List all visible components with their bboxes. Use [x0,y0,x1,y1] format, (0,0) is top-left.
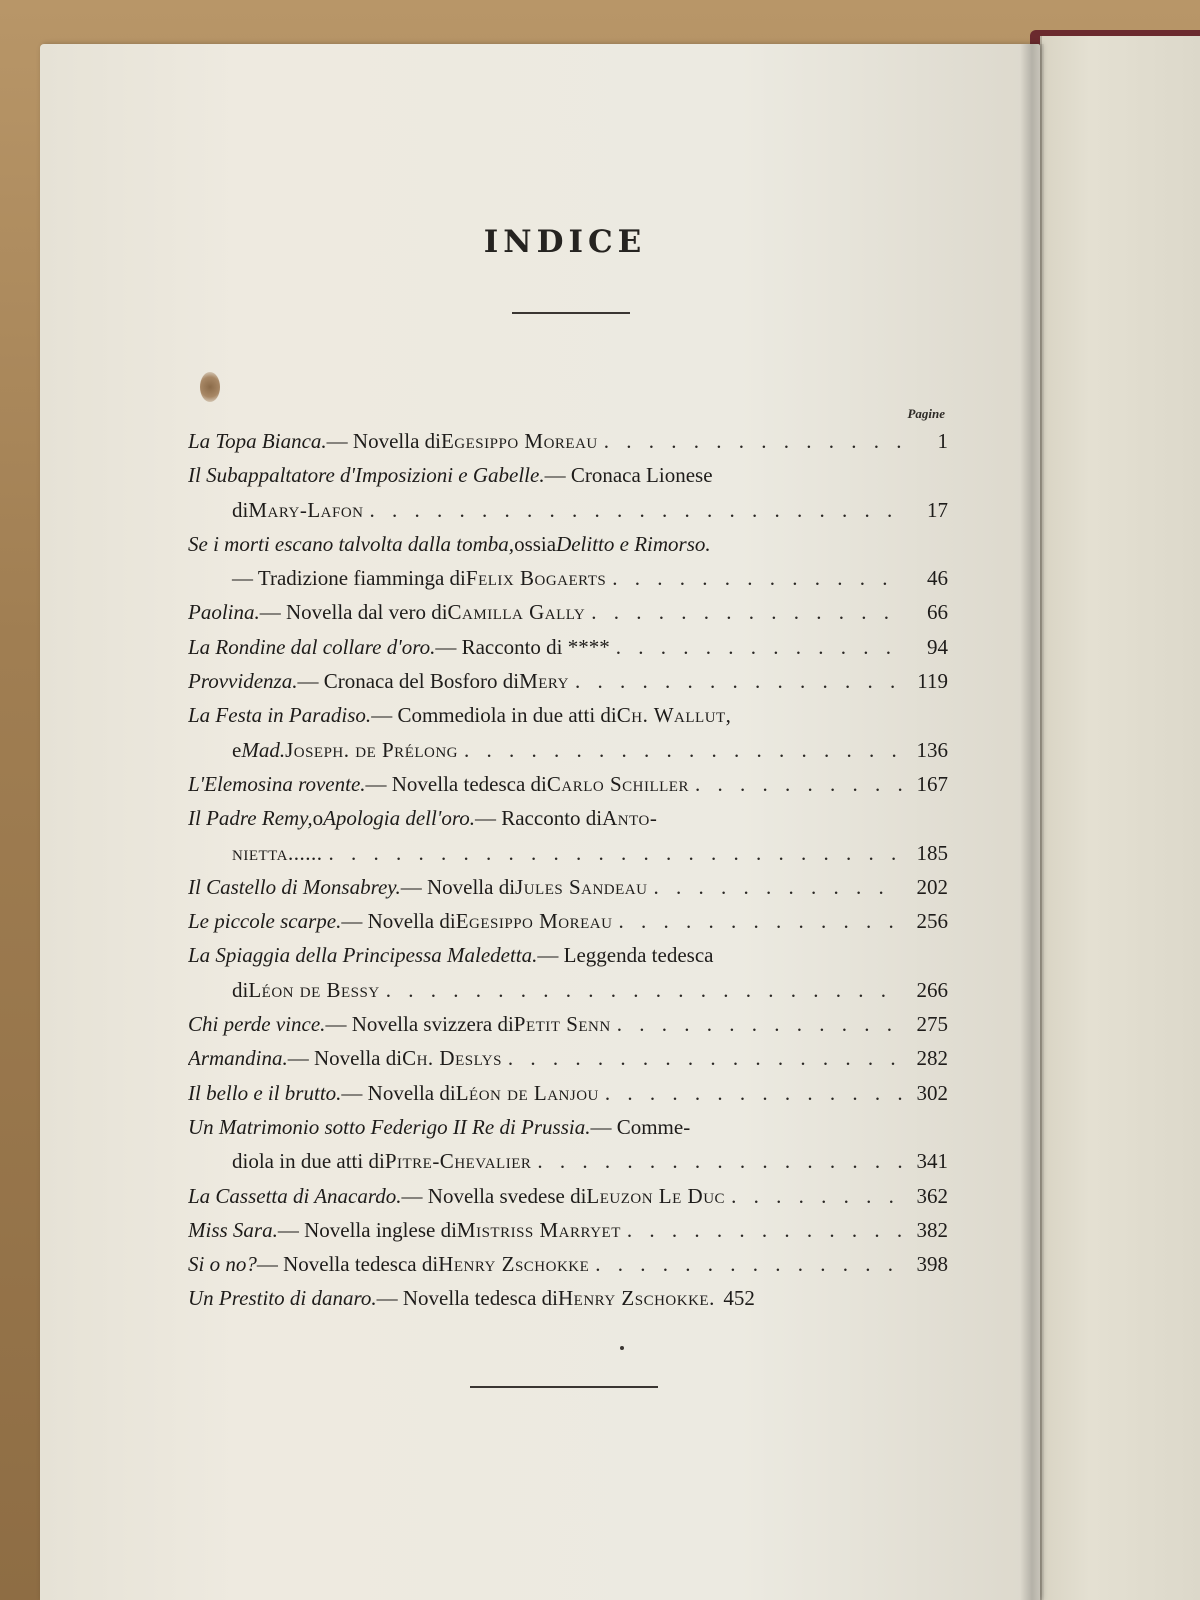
work-title: Chi perde vince. [188,1012,326,1037]
page-number: 452 [723,1286,755,1311]
toc-entry-continuation [188,1144,948,1178]
page-number: 382 [916,1217,948,1242]
facing-page [1040,36,1200,1600]
work-description: — Novella inglese di [277,1217,457,1242]
table-of-contents [188,424,948,1316]
work-description: — Racconto di [474,806,603,831]
dot-leader [605,1076,902,1110]
work-title: La Topa Bianca. [188,429,327,453]
toc-entry-continuation [188,561,948,595]
work-title: Si o no? [188,1252,257,1277]
work-title: Il Subappaltatore d'Imposizioni e Gabelle. [188,463,545,488]
work-description: — Leggenda tedesca [537,943,714,968]
title-connector: ossia [514,531,557,556]
dot-leader [370,493,902,527]
toc-entry [188,870,948,904]
work-description: — Novella tedesca di [376,1286,558,1311]
page-number: 185 [916,840,948,865]
work-title: Un Matrimonio sotto Federigo II Re di Prussia. [188,1114,591,1139]
toc-entry-continuation [188,973,948,1007]
work-title: Provvidenza. [188,669,298,694]
pages-column-header: Pagine [907,406,945,421]
dot-leader [653,870,902,904]
toc-entry [188,767,948,801]
page-number: 256 [916,909,948,934]
work-description: — Novella di [341,1080,456,1105]
work-title: L'Elemosina rovente. [188,771,366,796]
work-description: — Cronaca del Bosforo di [297,669,520,694]
page-number: 266 [916,977,948,1002]
page-number: 362 [916,1183,948,1208]
work-title: Miss Sara. [188,1217,278,1242]
dot-leader [537,1144,902,1178]
work-description: — Novella di [326,429,441,453]
work-description: — Novella tedesca di [256,1252,439,1277]
author-title: Mad. [241,737,286,762]
work-title: Se i morti escano talvolta dalla tomba, [188,531,515,556]
dot-leader [508,1041,902,1075]
page-number: 136 [916,737,948,762]
dot-leader [386,973,902,1007]
toc-entry [188,1281,948,1315]
page-number: 275 [916,1012,948,1037]
author-name: Felix Bogaerts [465,566,607,591]
continuation-prefix: di [232,977,249,1002]
dot-leader [591,595,902,629]
author-name: Jules Sandeau [515,874,648,899]
author-name: Leuzon Le Duc [586,1183,726,1208]
toc-entry [188,1247,948,1281]
work-description: — Novella di [341,909,456,934]
toc-entry-continuation [188,836,948,870]
title-connector: o [312,806,324,831]
work-description: — Novella di [287,1046,403,1071]
author-name: Ch. Wallut, [616,703,732,728]
dot-leader [618,904,902,938]
author-name: Ch. Deslys [402,1046,502,1071]
page-number: 94 [927,634,948,659]
toc-entry [188,904,948,938]
continuation-prefix: e [232,737,242,762]
page-number: 66 [927,600,948,625]
author-name: Petit Senn [513,1012,611,1037]
toc-entry [188,1110,948,1144]
author-name: Mary-Lafon [248,497,364,522]
page-number: 167 [916,771,948,796]
closing-rule [470,1386,658,1388]
page-number: 17 [927,497,948,522]
page-number: 282 [916,1046,948,1071]
toc-entry [188,1179,948,1213]
toc-entry-continuation [188,493,948,527]
page-number: 1 [937,429,948,453]
work-title: Il Castello di Monsabrey. [188,874,401,899]
author-name-continued: nietta...... [232,840,323,865]
author-name: Camilla Gally [447,600,586,625]
toc-entry [188,424,948,458]
paper-stain [200,372,220,402]
toc-entry [188,938,948,972]
work-description: — Novella svizzera di [325,1012,514,1037]
page-title: INDICE [483,224,647,260]
author-name: Henry Zschokke. [557,1286,715,1311]
work-title: La Cassetta di Anacardo. [188,1183,402,1208]
work-title: Il Padre Remy, [188,806,313,831]
work-title: La Rondine dal collare d'oro. [188,634,436,659]
toc-entry [188,1007,948,1041]
work-description: — Commediola in due atti di [371,703,617,728]
author-name: Mistriss Marryet [456,1217,621,1242]
author-name: Henry Zschokke [438,1252,590,1277]
work-description: — Novella tedesca di [365,771,547,796]
work-title: Paolina. [188,600,260,625]
work-title: Armandina. [188,1046,288,1071]
author-name: Pitre-Chevalier [384,1149,532,1174]
toc-entry [188,698,948,732]
spine-shadow [1020,44,1044,1600]
dot-leader [328,836,902,870]
author-name: Egesippo Moreau [455,909,613,934]
toc-entry [188,1076,948,1110]
author-name: Léon de Bessy [248,977,380,1002]
dot-leader [464,733,902,767]
title-rule [512,312,630,314]
page-number: 398 [916,1252,948,1277]
dot-leader [575,664,902,698]
continuation-prefix: di [232,497,249,522]
author-name: Mery [519,669,569,694]
page-number: 202 [916,874,948,899]
work-description: — Cronaca Lionese [544,463,713,488]
dot-leader [604,424,902,458]
page-number: 46 [927,566,948,591]
dot-leader [627,1213,902,1247]
author-name: Joseph. de Prélong [285,737,459,762]
toc-entry [188,801,948,835]
dot-leader [695,767,902,801]
work-description: — Novella svedese di [401,1183,587,1208]
work-title: La Spiaggia della Principessa Maledetta. [188,943,538,968]
toc-entry-continuation [188,733,948,767]
work-description: — Novella di [400,874,516,899]
work-description: — Tradizione fiamminga di [232,566,466,591]
work-subtitle: Apologia dell'oro. [323,806,475,831]
dot-leader [595,1247,902,1281]
page-number: 119 [917,669,948,694]
author-name: Carlo Schiller [546,771,689,796]
toc-entry [188,630,948,664]
toc-entry [188,664,948,698]
work-description: — Racconto di **** [435,634,610,659]
ink-dot [620,1346,624,1350]
page-number: 302 [916,1080,948,1105]
author-name: Egesippo Moreau [440,429,598,453]
toc-entry [188,1213,948,1247]
dot-leader [731,1179,902,1213]
work-title: Il bello e il brutto. [188,1080,342,1105]
author-name: Léon de Lanjou [455,1080,599,1105]
dot-leader [612,561,902,595]
toc-entry [188,595,948,629]
toc-entry [188,1041,948,1075]
dot-leader [616,630,902,664]
work-description: — Comme- [590,1114,691,1139]
page-number: 341 [916,1149,948,1174]
toc-entry [188,458,948,492]
dot-leader [617,1007,902,1041]
toc-entry [188,527,948,561]
work-title: Le piccole scarpe. [188,909,342,934]
work-title: Un Prestito di danaro. [188,1286,377,1311]
author-name: Anto- [602,806,658,831]
work-description-continued: diola in due atti di [232,1149,385,1174]
work-subtitle: Delitto e Rimorso. [556,531,711,556]
work-title: La Festa in Paradiso. [188,703,372,728]
work-description: — Novella dal vero di [259,600,448,625]
